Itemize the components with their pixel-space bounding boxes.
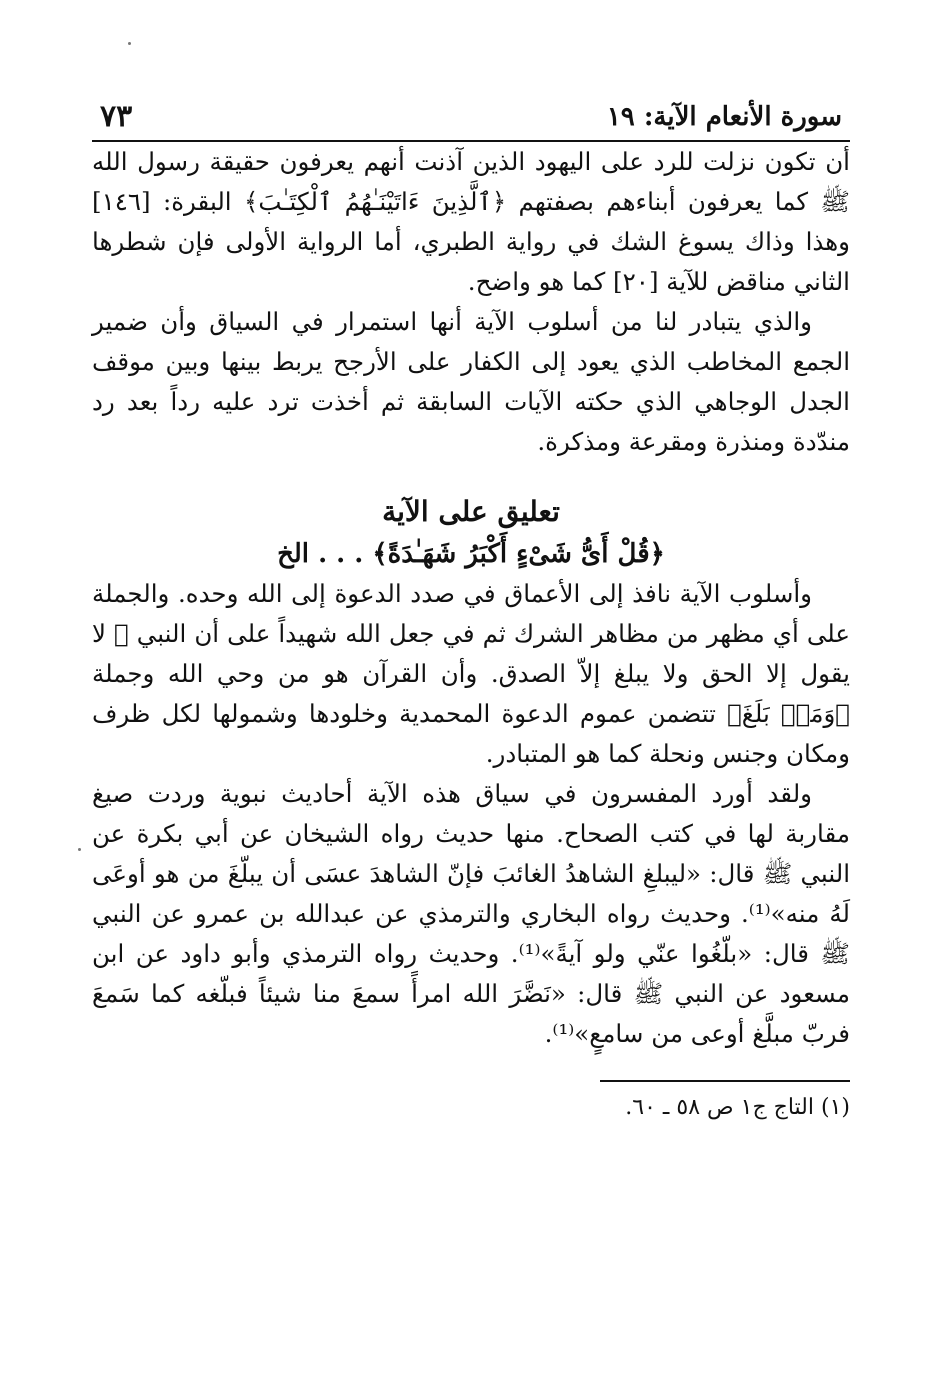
running-header [92,100,850,134]
section-heading: تعليق على الآية [382,495,560,528]
running-title: سورة الأنعام الآية: ١٩ [606,102,842,132]
paragraph-4: ولقد أورد المفسرون في سياق هذه الآية أحاديث نبوية وردت صيغ مقاربة لها في كتب الصحاح. منها حديث رواه الشيخان عن أبي بكرة عن النبي ﷺ قال: «ليبلغِ الشاهدُ الغائبَ فإنّ الشاهدَ عسَى أن يبلّغَ من هو أوعَى لَهُ منه»⁽¹⁾. وحديث رواه البخاري والترمذي عن عبدالله بن عمرو عن النبي ﷺ قال: «بلّغُوا عنّي ولو آيةً»⁽¹⁾. وحديث رواه الترمذي وأبو داود عن ابن مسعود عن النبي ﷺ قال: «نَضَّرَ الله امرأً سمعَ منا شيئاً فبلّغه كما سَمعَ فربّ مبلَّغ أوعى من سامعٍ»⁽¹⁾. [92,779,851,1048]
section-verse: ﴿قُلْ أَىُّ شَىْءٍ أَكْبَرُ شَهَـٰدَةً﴾ . . . الخ [277,539,665,569]
book-page [92,100,850,1124]
paragraph-1: أن تكون نزلت للرد على اليهود الذين آذنت أنهم يعرفون حقيقة رسول الله ﷺ كما يعرفون أبناءهم بصفتهم ﴿ٱلَّذِينَ ءَاتَيْنَـٰهُمُ ٱلْكِتَـٰبَ﴾ البقرة: [١٤٦] وهذا وذاك يسوغ الشك في رواية الطبري، أما الرواية الأولى فإن شطرها الثاني مناقض للآية [٢٠] كما هو واضح. [92,147,850,296]
scan-speck [128,42,131,45]
paragraph-2: والذي يتبادر لنا من أسلوب الآية أنها استمرار في السياق وأن ضمير الجمع المخاطب الذي يعود إلى الكفار على الأرجح يربط بينها وبين موقف الجدل الوجاهي الذي حكته الآيات السابقة ثم أخذت ترد عليه رداً بعد رد مندّدة ومنذرة ومقرعة ومذكرة. [92,307,850,456]
scan-speck [78,848,81,851]
footnote-rule [600,1080,850,1082]
paragraph-3: وأسلوب الآية نافذ إلى الأعماق في صدد الدعوة إلى الله وحده. والجملة على أي مظهر من مظاهر الشرك ثم في جعل الله شهيداً على أن النبي ﷺ لا يقول إلا الحق ولا يبلغ إلاّ الصدق. وأن القرآن هو من وحي الله وجملة ﴿وَمَنۢ بَلَغَ﴾ تتضمن عموم الدعوة المحمدية وخلودها وشمولها لكل ظرف ومكان وجنس ونحلة كما هو المتبادر. [92,579,850,768]
page-number: ٧٣ [100,99,133,134]
footnote: (١) التاج ج١ ص ٥٨ ـ ٦٠. [625,1095,850,1120]
